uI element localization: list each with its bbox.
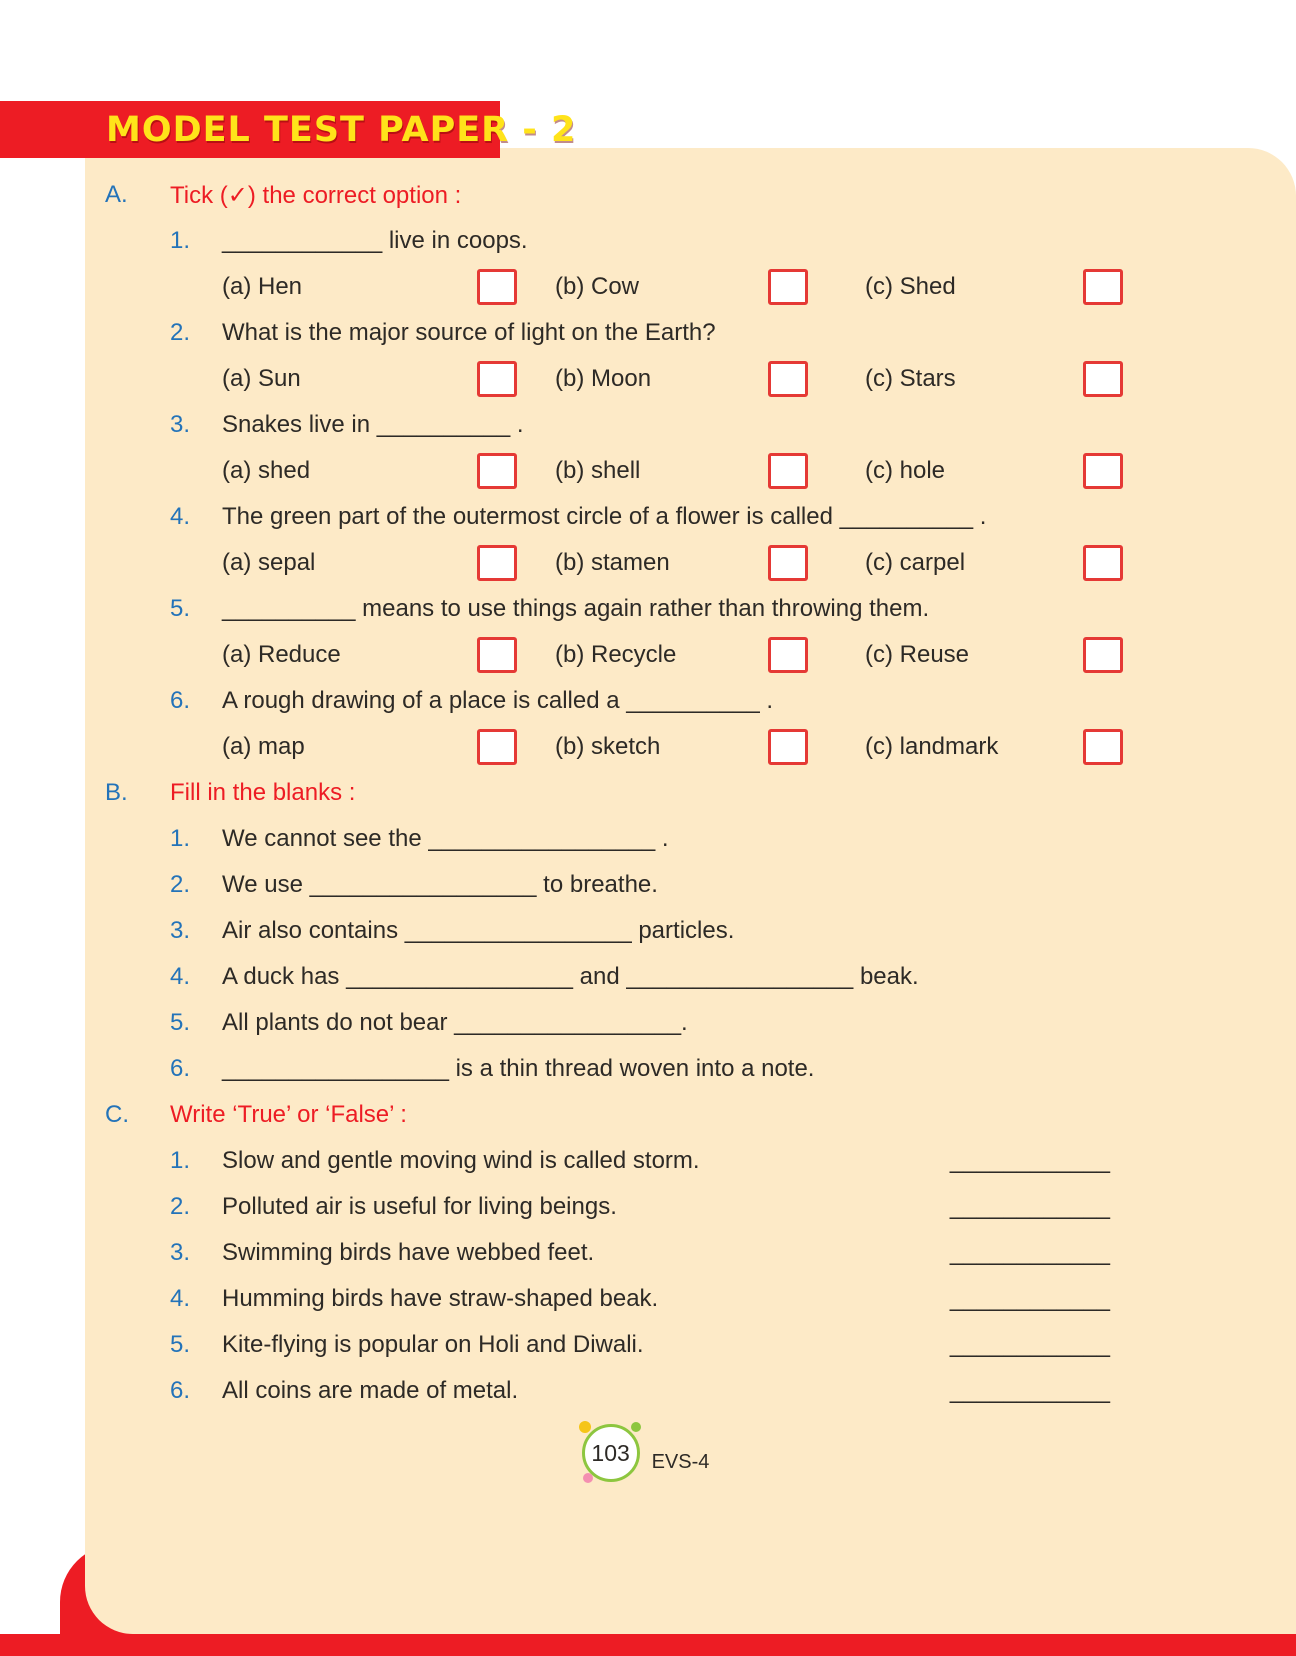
option-label: (c) carpel — [865, 549, 966, 576]
question-number: 6. — [170, 1055, 191, 1082]
section-title: Write ‘True’ or ‘False’ : — [170, 1101, 407, 1128]
option-a — [222, 453, 517, 489]
question-text: Slow and gentle moving wind is called storm. — [222, 1147, 700, 1174]
question-text: What is the major source of light on the Earth? — [222, 319, 716, 346]
options-row — [85, 632, 1296, 678]
answer-checkbox[interactable] — [1083, 729, 1123, 765]
options-row — [85, 264, 1296, 310]
question-number: 3. — [170, 917, 191, 944]
option-label: (c) landmark — [865, 733, 999, 760]
option-c — [865, 637, 1123, 673]
option-label: (a) Hen — [222, 273, 303, 300]
option-label: (a) sepal — [222, 549, 316, 576]
page-title: MODEL TEST PAPER - 2 — [106, 109, 577, 150]
answer-checkbox[interactable] — [1083, 361, 1123, 397]
option-label: (b) stamen — [555, 549, 670, 576]
fill-blank-row — [85, 954, 1296, 1000]
question-number: 2. — [170, 319, 191, 346]
question-row — [85, 310, 1296, 356]
option-c — [865, 453, 1123, 489]
option-c — [865, 269, 1123, 305]
question-text: The green part of the outermost circle of a flower is called __________ . — [222, 503, 987, 530]
question-number: 2. — [170, 1193, 191, 1220]
answer-checkbox[interactable] — [477, 453, 517, 489]
question-text[interactable]: All plants do not bear _________________. — [222, 1009, 688, 1036]
answer-checkbox[interactable] — [477, 269, 517, 305]
true-false-row — [85, 1322, 1296, 1368]
question-row — [85, 494, 1296, 540]
question-number: 1. — [170, 825, 191, 852]
answer-checkbox[interactable] — [768, 453, 808, 489]
true-false-row — [85, 1184, 1296, 1230]
option-b — [555, 545, 808, 581]
decorative-dot-icon — [583, 1473, 593, 1483]
section-letter: A. — [105, 181, 128, 208]
option-a — [222, 545, 517, 581]
answer-line[interactable]: ____________ — [949, 1285, 1110, 1312]
fill-blank-row — [85, 862, 1296, 908]
answer-checkbox[interactable] — [768, 361, 808, 397]
option-a — [222, 269, 517, 305]
true-false-row — [85, 1230, 1296, 1276]
section-letter: B. — [105, 779, 128, 806]
answer-checkbox[interactable] — [768, 545, 808, 581]
question-text[interactable]: We cannot see the _________________ . — [222, 825, 669, 852]
option-label: (c) Reuse — [865, 641, 970, 668]
options-row — [85, 540, 1296, 586]
fill-blank-row — [85, 908, 1296, 954]
question-text: A rough drawing of a place is called a __________ . — [222, 687, 774, 714]
footer — [40, 1424, 1251, 1482]
option-label: (b) shell — [555, 457, 641, 484]
option-label: (c) hole — [865, 457, 946, 484]
question-number: 6. — [170, 687, 191, 714]
answer-checkbox[interactable] — [1083, 269, 1123, 305]
true-false-row — [85, 1276, 1296, 1322]
options-row — [85, 448, 1296, 494]
answer-checkbox[interactable] — [768, 729, 808, 765]
question-row — [85, 402, 1296, 448]
option-a — [222, 637, 517, 673]
option-label: (a) Sun — [222, 365, 301, 392]
answer-line[interactable]: ____________ — [949, 1147, 1110, 1174]
options-row — [85, 356, 1296, 402]
bottom-border — [0, 1634, 1296, 1656]
section-title: Tick (✓) the correct option : — [170, 181, 462, 209]
option-b — [555, 453, 808, 489]
question-row — [85, 678, 1296, 724]
question-number: 2. — [170, 871, 191, 898]
section-b-header — [85, 770, 1296, 816]
section-title: Fill in the blanks : — [170, 779, 356, 806]
section-letter: C. — [105, 1101, 129, 1128]
option-c — [865, 545, 1123, 581]
option-label: (b) Recycle — [555, 641, 677, 668]
question-text: ____________ live in coops. — [222, 227, 528, 254]
question-number: 5. — [170, 595, 191, 622]
decorative-dot-icon — [631, 1422, 641, 1432]
question-number: 3. — [170, 411, 191, 438]
question-number: 5. — [170, 1009, 191, 1036]
content-panel — [85, 148, 1296, 1634]
answer-line[interactable]: ____________ — [949, 1239, 1110, 1266]
option-label: (b) Cow — [555, 273, 640, 300]
question-number: 4. — [170, 963, 191, 990]
question-row — [85, 586, 1296, 632]
option-b — [555, 637, 808, 673]
answer-checkbox[interactable] — [477, 729, 517, 765]
question-number: 4. — [170, 503, 191, 530]
question-text: All coins are made of metal. — [222, 1377, 519, 1404]
option-a — [222, 729, 517, 765]
answer-checkbox[interactable] — [477, 361, 517, 397]
question-text: Humming birds have straw-shaped beak. — [222, 1285, 659, 1312]
question-number: 5. — [170, 1331, 191, 1358]
option-label: (a) shed — [222, 457, 311, 484]
answer-checkbox[interactable] — [1083, 637, 1123, 673]
option-label: (c) Stars — [865, 365, 956, 392]
option-b — [555, 269, 808, 305]
true-false-row — [85, 1138, 1296, 1184]
question-number: 1. — [170, 1147, 191, 1174]
question-number: 6. — [170, 1377, 191, 1404]
fill-blank-row — [85, 816, 1296, 862]
option-c — [865, 729, 1123, 765]
option-b — [555, 729, 808, 765]
question-text[interactable]: Air also contains _________________ particles. — [222, 917, 735, 944]
answer-checkbox[interactable] — [477, 545, 517, 581]
option-label: (b) sketch — [555, 733, 661, 760]
answer-line[interactable]: ____________ — [949, 1331, 1110, 1358]
question-text: __________ means to use things again rather than throwing them. — [222, 595, 930, 622]
question-number: 3. — [170, 1239, 191, 1266]
page-number: 103 — [591, 1439, 630, 1466]
page-number-badge — [582, 1424, 640, 1482]
question-text: Polluted air is useful for living beings. — [222, 1193, 617, 1220]
title-banner — [0, 101, 577, 158]
answer-line[interactable]: ____________ — [949, 1193, 1110, 1220]
decorative-dot-icon — [579, 1421, 591, 1433]
question-row — [85, 218, 1296, 264]
book-code: EVS-4 — [651, 1450, 710, 1473]
answer-checkbox[interactable] — [1083, 545, 1123, 581]
answer-checkbox[interactable] — [768, 637, 808, 673]
section-a-header — [85, 172, 1296, 218]
question-text[interactable]: _________________ is a thin thread woven into a note. — [222, 1055, 815, 1082]
true-false-row — [85, 1368, 1296, 1414]
option-label: (c) Shed — [865, 273, 956, 300]
option-a — [222, 361, 517, 397]
fill-blank-row — [85, 1000, 1296, 1046]
option-b — [555, 361, 808, 397]
options-row — [85, 724, 1296, 770]
section-c-header — [85, 1092, 1296, 1138]
question-text: Swimming birds have webbed feet. — [222, 1239, 595, 1266]
answer-checkbox[interactable] — [477, 637, 517, 673]
option-label: (a) Reduce — [222, 641, 341, 668]
option-label: (b) Moon — [555, 365, 652, 392]
fill-blank-row — [85, 1046, 1296, 1092]
question-text: Snakes live in __________ . — [222, 411, 524, 438]
answer-checkbox[interactable] — [1083, 453, 1123, 489]
question-number: 1. — [170, 227, 191, 254]
option-label: (a) map — [222, 733, 305, 760]
option-c — [865, 361, 1123, 397]
answer-checkbox[interactable] — [768, 269, 808, 305]
question-text: Kite-flying is popular on Holi and Diwali. — [222, 1331, 644, 1358]
question-text[interactable]: We use _________________ to breathe. — [222, 871, 658, 898]
question-text[interactable]: A duck has _________________ and _________________ beak. — [222, 963, 919, 990]
answer-line[interactable]: ____________ — [949, 1377, 1110, 1404]
question-number: 4. — [170, 1285, 191, 1312]
